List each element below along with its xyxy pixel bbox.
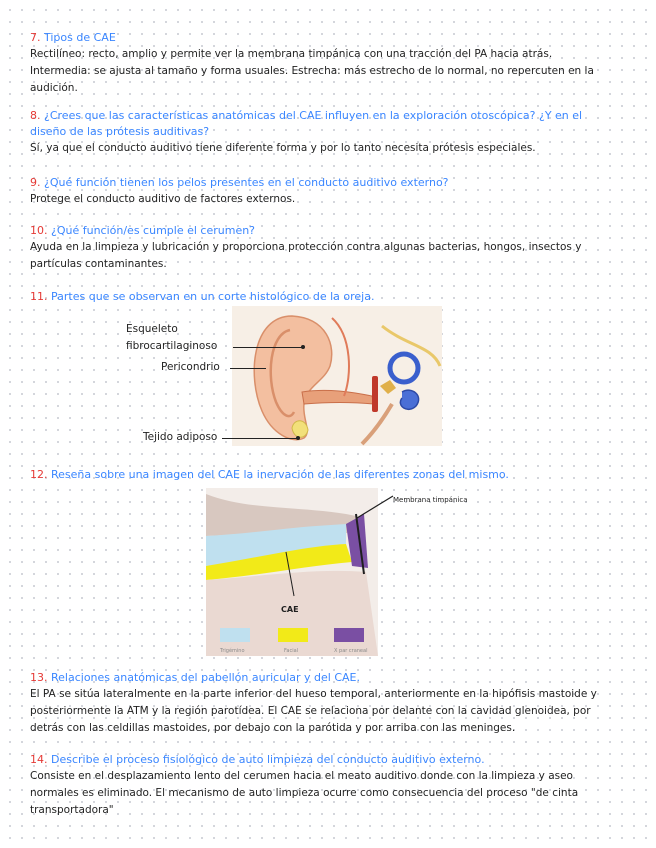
question-number: 9.	[30, 176, 41, 189]
leader-line-esqueleto	[233, 347, 303, 348]
question-number: 7.	[30, 31, 41, 44]
question-13	[30, 670, 646, 686]
question-number: 13.	[30, 671, 48, 684]
section-7	[30, 30, 646, 97]
answer-8: Sí, ya que el conducto auditivo tiene diferente forma y por lo tanto necesita prótesis especiales.	[30, 142, 536, 154]
answer-13-line-2: posteriormente la ATM y la región parotídea. El CAE se relaciona por delante con la cavidad glenoidea, por	[30, 705, 591, 717]
question-number: 10.	[30, 224, 48, 237]
question-number: 8.	[30, 109, 41, 122]
label-tejido-adiposo: Tejido adiposo	[143, 431, 218, 443]
leader-line-pericondrio	[230, 368, 266, 369]
question-text: Relaciones anatómicas del pabellón auricular y del CAE.	[51, 671, 360, 684]
question-number: 14.	[30, 753, 48, 766]
legend-label-facial: Facial	[284, 648, 299, 654]
answer-13-line-3: detrás con las celdillas mastoides, por debajo con la parótida y por arriba con las meninges.	[30, 722, 516, 734]
label-membrana-timpanica: Membrana timpánica	[393, 496, 468, 504]
legend-label-trigemino: Trigémino	[220, 648, 245, 654]
section-9	[30, 175, 646, 208]
legend-swatch-facial	[278, 628, 308, 642]
question-number: 12.	[30, 468, 48, 481]
section-10	[30, 223, 646, 273]
legend-swatch-x-par	[334, 628, 364, 642]
section-11	[30, 289, 646, 305]
question-8	[30, 108, 646, 124]
question-text: Describe el proceso fisiológico de auto limpieza del conducto auditivo externo.	[51, 753, 485, 766]
membrana-leader	[355, 490, 395, 520]
answer-14-line-2: normales es eliminado. El mecanismo de auto limpieza ocurre como consecuencia del proceso "de cinta	[30, 787, 579, 799]
section-12	[30, 467, 646, 483]
section-13	[30, 670, 646, 737]
answer-13-line-1: El PA se sitúa lateralmente en la parte inferior del hueso temporal, anteriormente en la hipófisis mastoide y	[30, 688, 597, 700]
answer-14-line-1: Consiste en el desplazamiento lento del cerumen hacia el meato auditivo donde con la limpieza y aseo	[30, 770, 573, 782]
question-number: 11.	[30, 290, 48, 303]
question-text: Partes que se observan en un corte histológico de la oreja.	[51, 290, 375, 303]
leader-dot-tejido	[296, 436, 300, 440]
answer-7-line-1: Rectilíneo: recto, amplio y permite ver la membrana timpánica con una tracción del PA hacia atrás.	[30, 48, 553, 60]
answer-10-line-1: Ayuda en la limpieza y lubricación y proporciona protección contra algunas bacterias, hongos, insectos y	[30, 241, 582, 253]
answer-14-line-3: transportadora"	[30, 804, 114, 816]
label-pericondrio: Pericondrio	[161, 361, 220, 373]
cochlea-shape	[400, 390, 418, 409]
answer-7-line-2: Intermedia: se ajusta al tamaño y forma usuales. Estrecha: más estrecho de lo normal, no repercuten en la	[30, 65, 594, 77]
answer-10-line-2: partículas contaminantes.	[30, 258, 167, 270]
question-7	[30, 30, 646, 46]
earlobe-fat-shape	[292, 421, 308, 438]
question-text: Reseña sobre una imagen del CAE la inervación de las diferentes zonas del mismo.	[51, 468, 509, 481]
cae-label: CAE	[281, 605, 299, 614]
question-12	[30, 467, 646, 483]
question-10	[30, 223, 646, 239]
question-14	[30, 752, 646, 768]
question-text: ¿Qué función/es cumple el cerumen?	[51, 224, 256, 237]
question-8-line-2: diseño de las prótesis auditivas?	[30, 125, 210, 138]
leader-dot-esqueleto	[301, 345, 305, 349]
ear-anatomy-illustration	[232, 306, 442, 446]
legend-label-x-par: X par craneal	[334, 648, 368, 654]
membrana-leader-line	[357, 496, 393, 518]
question-text: Tipos de CAE	[44, 31, 116, 44]
legend-swatch-trigemino	[220, 628, 250, 642]
question-text: ¿Qué función tienen los pelos presentes en el conducto auditivo externo?	[44, 176, 449, 189]
tympanic-membrane-shape	[372, 376, 378, 412]
section-14	[30, 752, 646, 819]
answer-7-line-3: audición.	[30, 82, 78, 94]
section-8	[30, 108, 646, 157]
cae-innervation-diagram	[206, 488, 378, 656]
label-esqueleto-line-2: fibrocartilaginoso	[126, 340, 218, 352]
question-11	[30, 289, 646, 305]
question-text-line-1: ¿Crees que las características anatómicas del CAE influyen en la exploración otoscópica? ¿Y en el	[44, 109, 583, 122]
question-9	[30, 175, 646, 191]
label-esqueleto-line-1: Esqueleto	[126, 323, 178, 335]
leader-line-tejido	[222, 438, 298, 439]
answer-9: Protege el conducto auditivo de factores externos.	[30, 193, 296, 205]
